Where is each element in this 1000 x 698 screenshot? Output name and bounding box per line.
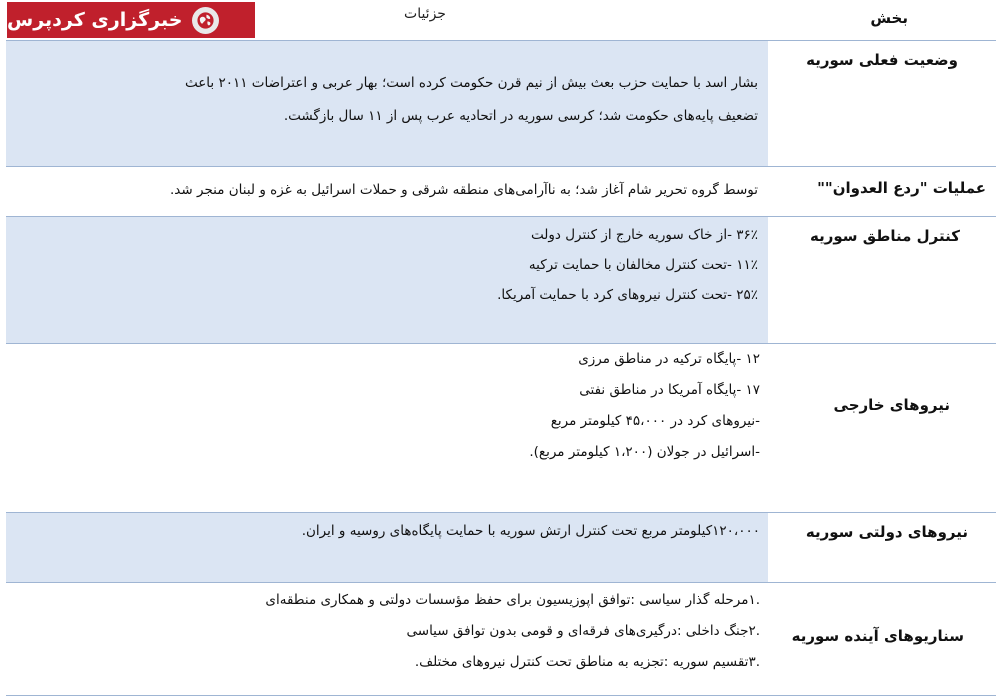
row-label: عملیات "ردع العدوان"" [817,179,986,197]
row-details [529,344,760,468]
row-label: کنترل مناطق سوریه [810,227,960,245]
row-details [265,585,760,678]
row-details [185,67,758,133]
detail-line: ۱۱٪ -تحت کنترل مخالفان با حمایت ترکیه [528,257,758,273]
table-row [0,344,1000,513]
table-row [0,217,1000,344]
detail-line: .۲جنگ داخلی :درگیری‌های فرقه‌ای و قومی بدون توافق سیاسی [406,623,760,639]
brand-logo[interactable] [7,2,255,38]
globe-icon [192,7,219,34]
detail-line: .۳تقسیم سوریه :تجزیه به مناطق تحت کنترل نیروهای مختلف. [414,654,760,670]
column-header-section: بخش [870,9,908,27]
row-label: نیروهای خارجی [833,396,950,414]
detail-line: بشار اسد با حمایت حزب بعث بیش از نیم قرن حکومت کرده است؛ بهار عربی و اعتراضات ۲۰۱۱ باعث [185,75,758,91]
table-row [0,583,1000,696]
table-row [0,513,1000,583]
detail-line: ۱۷ -پایگاه آمریکا در مناطق نفتی [579,382,760,398]
brand-name: خبرگزاری کردپرس [7,9,183,31]
detail-line: توسط گروه تحریر شام آغاز شد؛ به ناآرامی‌های منطقه شرقی و حملات اسرائیل به غزه و لبنان منجر شد. [170,182,758,198]
detail-line: ۳۶٪ -از خاک سوریه خارج از کنترل دولت [531,227,758,243]
detail-line: -اسرائیل در جولان (۱،۲۰۰ کیلومتر مربع). [529,444,760,460]
row-details [302,519,760,543]
detail-line: .۱مرحله گذار سیاسی :توافق اپوزیسیون برای حفظ مؤسسات دولتی و همکاری منطقه‌ای [265,592,760,608]
detail-line: ۱۲۰،۰۰۰کیلومتر مربع تحت کنترل ارتش سوریه با حمایت پایگاه‌های روسیه و ایران. [301,523,760,539]
table-header [0,0,1000,40]
table-row [0,167,1000,217]
detail-line: تضعیف پایه‌های حکومت شد؛ کرسی سوریه در اتحادیه عرب پس از ۱۱ سال بازگشت. [283,108,758,124]
table-row [0,41,1000,167]
row-label: سناریوهای آینده سوریه [791,627,964,645]
column-header-details: جزئیات [404,6,446,22]
row-label: وضعیت فعلی سوریه [806,51,958,69]
detail-line: ۲۵٪ -تحت کنترل نیروهای کرد با حمایت آمریکا. [497,287,758,303]
detail-line: -نیروهای کرد در ۴۵،۰۰۰ کیلومتر مربع [550,413,760,429]
row-details [170,179,758,201]
detail-line: ۱۲ -پایگاه ترکیه در مناطق مرزی [578,351,760,367]
row-details [497,220,758,310]
row-label: نیروهای دولتی سوریه [805,523,968,541]
